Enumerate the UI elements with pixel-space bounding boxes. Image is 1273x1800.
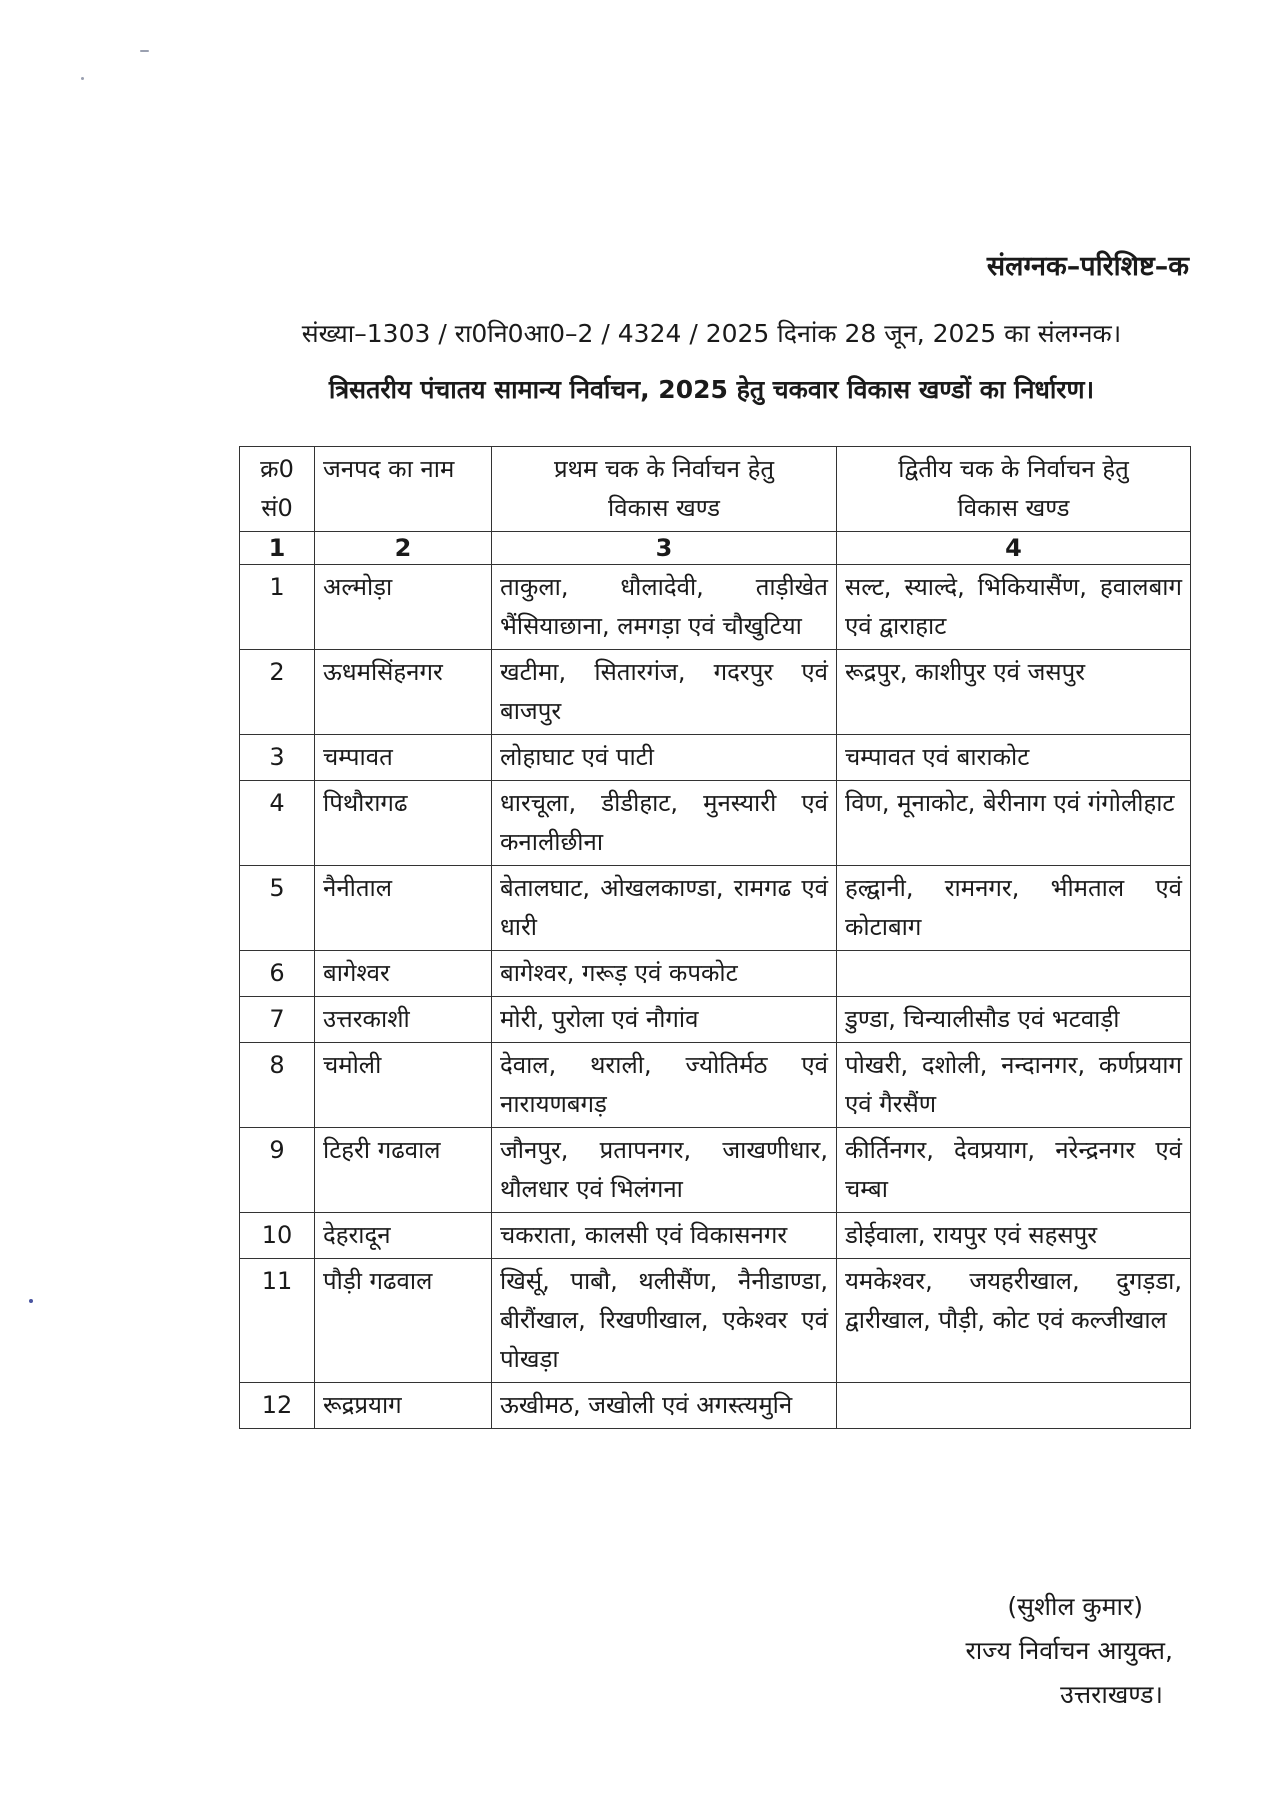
signatory-name: (सुशील कुमार) bbox=[1007, 1592, 1143, 1621]
table-row bbox=[240, 951, 1191, 997]
phase2-blocks-cell: हल्द्वानी, रामनगर, भीमताल एवं कोटाबाग bbox=[837, 866, 1191, 951]
table-header-row bbox=[240, 447, 1191, 532]
phase1-blocks-header: प्रथम चक के निर्वाचन हेतु विकास खण्ड bbox=[492, 447, 837, 532]
phase1-blocks-cell: धारचूला, डीडीहाट, मुनस्यारी एवं कनालीछीना bbox=[492, 781, 837, 866]
phase2-blocks-cell: पोखरी, दशोली, नन्दानगर, कर्णप्रयाग एवं गैरसैंण bbox=[837, 1043, 1191, 1128]
serial-number-cell: 3 bbox=[240, 735, 315, 781]
table-row bbox=[240, 866, 1191, 951]
district-name-cell: पौड़ी गढवाल bbox=[315, 1259, 492, 1383]
document-title: त्रिसतरीय पंचातय सामान्य निर्वाचन, 2025 हेतु चकवार विकास खण्डों का निर्धारण। bbox=[328, 375, 1095, 404]
serial-number-cell: 1 bbox=[240, 565, 315, 650]
column-number: 4 bbox=[837, 532, 1191, 565]
scan-speck bbox=[29, 1299, 33, 1303]
signature-block bbox=[965, 1585, 1173, 1717]
phase2-blocks-cell bbox=[837, 1383, 1191, 1429]
annexure-label: संलग्नक–परिशिष्ट–क bbox=[986, 251, 1189, 282]
phase2-blocks-header: द्वितीय चक के निर्वाचन हेतु विकास खण्ड bbox=[837, 447, 1191, 532]
phase1-blocks-cell: लोहाघाट एवं पाटी bbox=[492, 735, 837, 781]
serial-number-cell: 7 bbox=[240, 997, 315, 1043]
phase2-blocks-cell: डोईवाला, रायपुर एवं सहसपुर bbox=[837, 1213, 1191, 1259]
district-name-cell: रूद्रप्रयाग bbox=[315, 1383, 492, 1429]
block-allotment-table bbox=[239, 446, 1191, 1429]
district-name-cell: चम्पावत bbox=[315, 735, 492, 781]
district-name-cell: नैनीताल bbox=[315, 866, 492, 951]
column-number: 3 bbox=[492, 532, 837, 565]
serial-number-cell: 10 bbox=[240, 1213, 315, 1259]
reference-line: संख्या–1303 / रा0नि0आ0–2 / 4324 / 2025 दिनांक 28 जून, 2025 का संलग्नक। bbox=[301, 319, 1122, 348]
phase2-blocks-cell bbox=[837, 951, 1191, 997]
table-row bbox=[240, 650, 1191, 735]
district-name-cell: बागेश्वर bbox=[315, 951, 492, 997]
scan-speck bbox=[140, 50, 149, 52]
table-row bbox=[240, 997, 1191, 1043]
phase1-blocks-cell: चकराता, कालसी एवं विकासनगर bbox=[492, 1213, 837, 1259]
serial-number-cell: 2 bbox=[240, 650, 315, 735]
phase2-blocks-cell: चम्पावत एवं बाराकोट bbox=[837, 735, 1191, 781]
phase2-blocks-cell: रूद्रपुर, काशीपुर एवं जसपुर bbox=[837, 650, 1191, 735]
phase1-blocks-cell: खटीमा, सितारगंज, गदरपुर एवं बाजपुर bbox=[492, 650, 837, 735]
scan-speck bbox=[81, 77, 84, 80]
serial-number-cell: 12 bbox=[240, 1383, 315, 1429]
serial-number-cell: 11 bbox=[240, 1259, 315, 1383]
phase1-blocks-cell: बागेश्वर, गरूड़ एवं कपकोट bbox=[492, 951, 837, 997]
phase2-blocks-cell: सल्ट, स्याल्दे, भिकियासैंण, हवालबाग एवं द्वाराहाट bbox=[837, 565, 1191, 650]
district-name-cell: चमोली bbox=[315, 1043, 492, 1128]
table-row bbox=[240, 1043, 1191, 1128]
table-row bbox=[240, 781, 1191, 866]
table-row bbox=[240, 1213, 1191, 1259]
district-name-cell: देहरादून bbox=[315, 1213, 492, 1259]
table-row bbox=[240, 1383, 1191, 1429]
column-number: 2 bbox=[315, 532, 492, 565]
serial-number-header: क्र0 सं0 bbox=[240, 447, 315, 532]
table-row bbox=[240, 1259, 1191, 1383]
phase1-blocks-cell: ऊखीमठ, जखोली एवं अगस्त्यमुनि bbox=[492, 1383, 837, 1429]
district-name-cell: अल्मोड़ा bbox=[315, 565, 492, 650]
phase1-blocks-cell: बेतालघाट, ओखलकाण्डा, रामगढ एवं धारी bbox=[492, 866, 837, 951]
phase1-blocks-cell: खिर्सू, पाबौ, थलीसैंण, नैनीडाण्डा, बीरौंखाल, रिखणीखाल, एकेश्वर एवं पोखड़ा bbox=[492, 1259, 837, 1383]
column-number-row bbox=[240, 532, 1191, 565]
table-row bbox=[240, 1128, 1191, 1213]
phase2-blocks-cell: डुण्डा, चिन्यालीसौड एवं भटवाड़ी bbox=[837, 997, 1191, 1043]
serial-number-cell: 5 bbox=[240, 866, 315, 951]
district-name-cell: पिथौरागढ bbox=[315, 781, 492, 866]
table-row bbox=[240, 735, 1191, 781]
serial-number-cell: 9 bbox=[240, 1128, 315, 1213]
district-name-cell: उत्तरकाशी bbox=[315, 997, 492, 1043]
phase1-blocks-cell: ताकुला, धौलादेवी, ताड़ीखेत भैंसियाछाना, लमगड़ा एवं चौखुटिया bbox=[492, 565, 837, 650]
phase2-blocks-cell: कीर्तिनगर, देवप्रयाग, नरेन्द्रनगर एवं चम्बा bbox=[837, 1128, 1191, 1213]
signatory-designation: राज्य निर्वाचन आयुक्त, bbox=[965, 1636, 1173, 1665]
district-name-cell: टिहरी गढवाल bbox=[315, 1128, 492, 1213]
column-number: 1 bbox=[240, 532, 315, 565]
phase2-blocks-cell: विण, मूनाकोट, बेरीनाग एवं गंगोलीहाट bbox=[837, 781, 1191, 866]
serial-number-cell: 4 bbox=[240, 781, 315, 866]
serial-number-cell: 6 bbox=[240, 951, 315, 997]
phase1-blocks-cell: जौनपुर, प्रतापनगर, जाखणीधार, थौलधार एवं भिलंगना bbox=[492, 1128, 837, 1213]
phase2-blocks-cell: यमकेश्वर, जयहरीखाल, दुगड़डा, द्वारीखाल, पौड़ी, कोट एवं कल्जीखाल bbox=[837, 1259, 1191, 1383]
signatory-state: उत्तराखण्ड। bbox=[1060, 1680, 1163, 1709]
serial-number-cell: 8 bbox=[240, 1043, 315, 1128]
table-row bbox=[240, 565, 1191, 650]
phase1-blocks-cell: मोरी, पुरोला एवं नौगांव bbox=[492, 997, 837, 1043]
district-name-header: जनपद का नाम bbox=[315, 447, 492, 532]
district-name-cell: ऊधमसिंहनगर bbox=[315, 650, 492, 735]
phase1-blocks-cell: देवाल, थराली, ज्योतिर्मठ एवं नारायणबगड़ bbox=[492, 1043, 837, 1128]
